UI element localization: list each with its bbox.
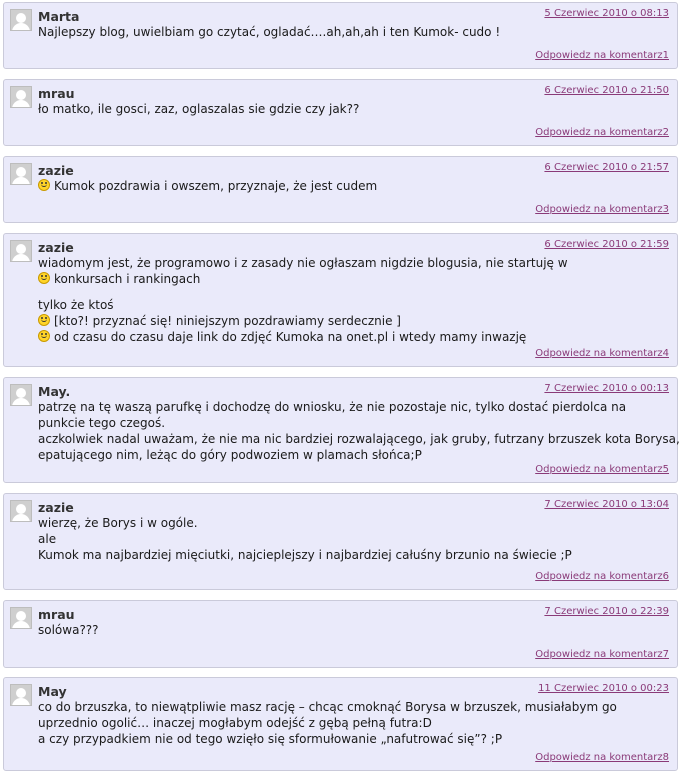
comment-body <box>38 24 665 40</box>
comment-line <box>38 547 665 563</box>
comment-text: a czy przypadkiem nie od tego wzięło się sformułowanie „nafutrować się”? ;P <box>38 732 503 746</box>
comment-text: Kumok ma najbardziej mięciutki, najcieplejszy i najbardziej całuśny brzunio na świecie ;P <box>38 548 572 562</box>
smiley-icon <box>38 272 50 284</box>
avatar <box>10 607 32 629</box>
avatar <box>10 384 32 406</box>
reply-link[interactable]: Odpowiedz na komentarz3 <box>535 204 669 215</box>
comment-text: konkursach i rankingach <box>54 272 201 286</box>
comment-line <box>38 715 665 731</box>
comment-text: solówa??? <box>38 623 99 637</box>
comment-line <box>38 515 665 531</box>
comment <box>3 79 678 146</box>
comment-text: aczkolwiek nadal uważam, że nie ma nic bardziej rozwalającego, jak gruby, futrzany brzuszek kota Borysa, <box>38 432 680 446</box>
comment-line <box>38 415 665 431</box>
comment-text: od czasu do czasu daje link do zdjęć Kumoka na onet.pl i wtedy mamy inwazję <box>54 330 527 344</box>
comment-date-link[interactable]: 7 Czerwiec 2010 o 13:04 <box>544 499 669 510</box>
comment-author: Marta <box>38 9 80 24</box>
comment-author: mrau <box>38 86 75 101</box>
reply-link[interactable]: Odpowiedz na komentarz4 <box>535 348 669 359</box>
comment-author: zazie <box>38 500 74 515</box>
smiley-icon <box>38 330 50 342</box>
comment <box>3 493 678 590</box>
comment-date-link[interactable]: 5 Czerwiec 2010 o 08:13 <box>544 8 669 19</box>
comment <box>3 677 678 771</box>
comment-text: epatującego nim, leżąc do góry podwoziem w plamach słońca;P <box>38 448 422 462</box>
comment-line <box>38 399 665 415</box>
comment-line <box>38 531 665 547</box>
comment-line <box>38 178 665 194</box>
comment-body <box>38 399 680 463</box>
comment-date-link[interactable]: 6 Czerwiec 2010 o 21:50 <box>544 85 669 96</box>
reply-link[interactable]: Odpowiedz na komentarz5 <box>535 464 669 475</box>
comment-line <box>38 101 665 117</box>
avatar <box>10 86 32 108</box>
avatar <box>10 500 32 522</box>
comment-text: uprzednio ogolić… inaczej mogłabym odejść z gębą pełną futra:D <box>38 716 432 730</box>
comment-text: tylko że ktoś <box>38 298 114 312</box>
comment-line <box>38 447 665 463</box>
comment-body <box>38 101 665 117</box>
comment-body <box>38 515 665 563</box>
avatar <box>10 9 32 31</box>
paragraph-gap <box>38 287 665 297</box>
comment-author: zazie <box>38 163 74 178</box>
comment-date-link[interactable]: 11 Czerwiec 2010 o 00:23 <box>538 683 669 694</box>
reply-link[interactable]: Odpowiedz na komentarz7 <box>535 649 669 660</box>
comment <box>3 600 678 668</box>
comment-author: May. <box>38 384 71 399</box>
comment-text: Najlepszy blog, uwielbiam go czytać, ogladać….ah,ah,ah i ten Kumok- cudo ! <box>38 25 501 39</box>
comment-line <box>38 313 665 329</box>
comment-line <box>38 271 665 287</box>
comment-author: May <box>38 684 67 699</box>
avatar <box>10 240 32 262</box>
comment <box>3 233 678 367</box>
comment-date-link[interactable]: 7 Czerwiec 2010 o 00:13 <box>544 383 669 394</box>
reply-link[interactable]: Odpowiedz na komentarz6 <box>535 571 669 582</box>
reply-link[interactable]: Odpowiedz na komentarz8 <box>535 752 669 763</box>
comment-text: patrzę na tę waszą parufkę i dochodzę do wniosku, że nie pozostaje nic, tylko dostać pierdolca na <box>38 400 627 414</box>
comment-body <box>38 699 665 747</box>
comment-text: punkcie tego czegoś. <box>38 416 166 430</box>
comment-body <box>38 178 665 194</box>
comment-line <box>38 431 680 447</box>
avatar <box>10 163 32 185</box>
avatar <box>10 684 32 706</box>
comment-line <box>38 731 665 747</box>
comment-body <box>38 622 665 638</box>
comment-line <box>38 699 665 715</box>
comment-date-link[interactable]: 6 Czerwiec 2010 o 21:57 <box>544 162 669 173</box>
reply-link[interactable]: Odpowiedz na komentarz2 <box>535 127 669 138</box>
comment-text: ale <box>38 532 57 546</box>
comment-text: co do brzuszka, to niewątpliwie masz rację – chcąc cmoknąć Borysa w brzuszek, musiałabym go <box>38 700 617 714</box>
comment-line <box>38 255 665 271</box>
comment-body <box>38 255 665 345</box>
comment-text: wierzę, że Borys i w ogóle. <box>38 516 198 530</box>
comment-date-link[interactable]: 7 Czerwiec 2010 o 22:39 <box>544 606 669 617</box>
comment-text: [kto?! przyznać się! niniejszym pozdrawiamy serdecznie ] <box>54 314 401 328</box>
comment-text: Kumok pozdrawia i owszem, przyznaje, że jest cudem <box>54 179 378 193</box>
smiley-icon <box>38 179 50 191</box>
comment-date-link[interactable]: 6 Czerwiec 2010 o 21:59 <box>544 239 669 250</box>
comment-text: ło matko, ile gosci, zaz, oglaszalas sie gdzie czy jak?? <box>38 102 360 116</box>
comment-author: mrau <box>38 607 75 622</box>
comment <box>3 2 678 69</box>
comment-line <box>38 297 665 313</box>
comment <box>3 156 678 223</box>
comment-line <box>38 329 665 345</box>
comment-line <box>38 24 665 40</box>
comment-author: zazie <box>38 240 74 255</box>
comment-text: wiadomym jest, że programowo i z zasady nie ogłaszam nigdzie blogusia, nie startuję w <box>38 256 568 270</box>
reply-link[interactable]: Odpowiedz na komentarz1 <box>535 50 669 61</box>
comment <box>3 377 678 483</box>
smiley-icon <box>38 314 50 326</box>
comment-line <box>38 622 665 638</box>
